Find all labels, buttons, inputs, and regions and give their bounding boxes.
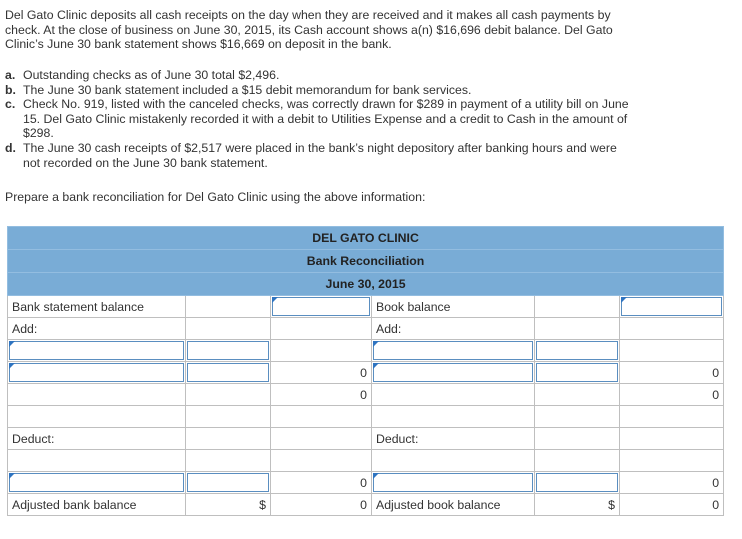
bank-reconciliation-table [7,226,724,516]
table-row [8,318,724,340]
statement-date: June 30, 2015 [8,273,724,296]
book-balance-input[interactable] [620,296,724,318]
bank-deduct-desc-input[interactable] [8,472,186,494]
book-deduct-total: 0 [620,472,724,494]
bank-add-amount-input-1[interactable] [186,340,271,362]
table-row [8,428,724,450]
bank-add-total: 0 [271,362,372,384]
book-add-label: Add: [372,318,535,340]
table-row [8,472,724,494]
adjusted-book-label: Adjusted book balance [372,494,535,516]
book-add-desc-input-1[interactable] [372,340,535,362]
table-row [8,362,724,384]
list-item: b. The June 30 bank statement included a $15 debit memorandum for bank services. [5,82,472,97]
bank-deduct-amount-input[interactable] [186,472,271,494]
adjusted-bank-label: Adjusted bank balance [8,494,186,516]
table-row [8,384,724,406]
bank-deduct-label: Deduct: [8,428,186,450]
statement-title: Bank Reconciliation [8,250,724,273]
book-add-amount-input-1[interactable] [535,340,620,362]
book-add-amount-input-2[interactable] [535,362,620,384]
book-deduct-label: Deduct: [372,428,535,450]
bank-deduct-total: 0 [271,472,372,494]
list-item: c. Check No. 919, listed with the canceled checks, was correctly drawn for $289 in payment of a utility bill on June 15. Del Gato Clinic mistakenly recorded it with a debit to Utilities Expense and a credit to Cash in the amount of $298. [5,97,629,141]
adjusted-bank-dollar: $ [186,494,271,516]
table-row [8,296,724,318]
book-deduct-desc-input[interactable] [372,472,535,494]
table-row [8,340,724,362]
table-row [8,450,724,472]
bank-balance-label: Bank statement balance [8,296,186,318]
bank-add-desc-input-2[interactable] [8,362,186,384]
book-balance-label: Book balance [372,296,535,318]
table-row [8,494,724,516]
book-add-desc-input-2[interactable] [372,362,535,384]
bank-add-amount-input-2[interactable] [186,362,271,384]
book-add-total: 0 [620,362,724,384]
company-name: DEL GATO CLINIC [8,227,724,250]
adjusted-book-dollar: $ [535,494,620,516]
table-row [8,406,724,428]
adjusted-book-value: 0 [620,494,724,516]
book-deduct-amount-input[interactable] [535,472,620,494]
instruction-text: Prepare a bank reconciliation for Del Gato Clinic using the above information: [5,190,426,204]
bank-add-label: Add: [8,318,186,340]
bank-balance-input[interactable] [271,296,372,318]
bank-subtotal: 0 [271,384,372,406]
book-subtotal: 0 [620,384,724,406]
list-item: d. The June 30 cash receipts of $2,517 were placed in the bank’s night depository after banking hours and were not recorded on the June 30 bank statement. [5,140,617,170]
intro-paragraph: Del Gato Clinic deposits all cash receipts on the day when they are received and it makes all cash payments by check. At the close of business on June 30, 2015, its Cash account shows a(n) $16,696 debit balance. Del Gato Clinic’s June 30 bank statement shows $16,669 on deposit in the bank. [5,8,613,52]
bank-add-desc-input-1[interactable] [8,340,186,362]
facts-list [5,68,630,170]
list-item: a. Outstanding checks as of June 30 total $2,496. [5,68,280,82]
adjusted-bank-value: 0 [271,494,372,516]
